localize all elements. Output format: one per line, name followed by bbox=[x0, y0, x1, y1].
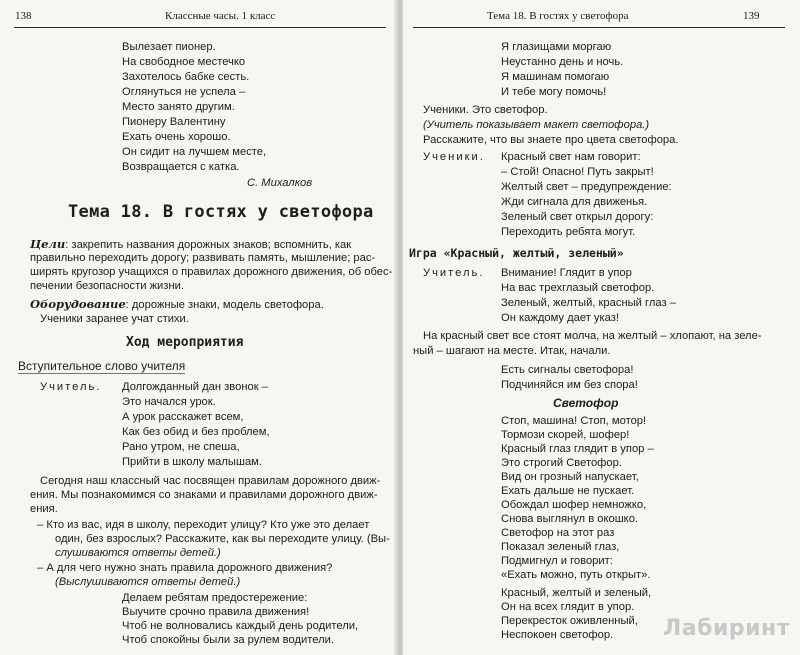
question-line: слушиваются ответы детей.) bbox=[55, 547, 221, 559]
game-rules-line: ный – шагают на месте. Итак, начали. bbox=[413, 345, 611, 357]
equipment-paragraph bbox=[30, 297, 324, 312]
poem-line: На свободное местечко bbox=[122, 56, 246, 68]
teacher-poem-line: Зеленый, желтый, красный глаз – bbox=[501, 297, 676, 309]
pupils-label: Ученики. bbox=[423, 151, 485, 163]
right-page bbox=[403, 0, 800, 655]
svetofor-line: Обождал шофер немножко, bbox=[501, 499, 647, 511]
header-rule bbox=[14, 27, 386, 28]
signals-line: Подчиняйся им без спора! bbox=[501, 379, 638, 391]
poem-line: Пионеру Валентину bbox=[122, 116, 226, 128]
svetofor-line: Красный, желтый и зеленый, bbox=[501, 587, 652, 599]
event-heading: Ход мероприятия bbox=[126, 335, 244, 350]
equipment-text: : дорожные знаки, модель светофора. bbox=[125, 299, 324, 311]
poem-line: Ехать очень хорошо. bbox=[122, 131, 231, 143]
tell-colors: Расскажите, что вы знаете про цвета светофора. bbox=[423, 134, 679, 146]
left-page bbox=[0, 0, 397, 655]
riddle-line: Я глазищами моргаю bbox=[501, 41, 612, 53]
svetofor-title: Светофор bbox=[553, 396, 619, 410]
svetofor-line: Стоп, машина! Стоп, мотор! bbox=[501, 415, 647, 427]
riddle-line: Неустанно день и ночь. bbox=[501, 56, 624, 68]
pupils-poem-line: – Стой! Опасно! Путь закрыт! bbox=[501, 166, 654, 178]
watermark-logo: Лабиринт bbox=[662, 616, 790, 641]
svetofor-line: Неспокоен светофор. bbox=[501, 629, 614, 641]
teacher-label: Учитель. bbox=[423, 267, 485, 279]
teacher-label: Учитель. bbox=[40, 381, 102, 393]
poem-line: Место занято другим. bbox=[122, 101, 235, 113]
warning-poem-line: Чтоб не волновались каждый день родители, bbox=[122, 620, 359, 632]
left-page-number: 138 bbox=[15, 10, 32, 22]
svetofor-line: Тормози скорей, шофер! bbox=[501, 429, 630, 441]
teacher-poem-line: Он каждому дает указ! bbox=[501, 312, 620, 324]
question-line: – Кто из вас, идя в школу, переходит улицу? Кто уже это делает bbox=[37, 519, 370, 531]
warning-poem-line: Делаем ребятам предостережение: bbox=[122, 592, 308, 604]
intro-paragraph-line: ения. bbox=[30, 503, 58, 515]
goals-text: : закрепить названия дорожных знаков; вспомнить, как bbox=[65, 239, 352, 251]
svetofor-line: Ехать дальше не пускает. bbox=[501, 485, 635, 497]
teacher-poem-line: Прийти в школу малышам. bbox=[122, 456, 262, 468]
signals-line: Есть сигналы светофора! bbox=[501, 364, 634, 376]
teacher-poem-line: А урок расскажет всем, bbox=[122, 411, 244, 423]
teacher-poem-line: Как без обид и без проблем, bbox=[122, 426, 270, 438]
intro-heading: Вступительное слово учителя bbox=[18, 359, 186, 373]
svetofor-line: Вид он грозный напускает, bbox=[501, 471, 639, 483]
svetofor-line: Это строгий Светофор. bbox=[501, 457, 622, 469]
goals-line: правильно переходить дорогу; развивать память, мышление; рас- bbox=[30, 252, 376, 264]
pupils-learn: Ученики заранее учат стихи. bbox=[40, 313, 189, 325]
question-line: один, без взрослых? Расскажите, как вы переходите улицу. (Вы- bbox=[55, 533, 390, 545]
poem-line: Он сидит на лучшем месте, bbox=[122, 146, 267, 158]
poem-line: Захотелось бабке сесть. bbox=[122, 71, 250, 83]
poem-line: Возвращается с катка. bbox=[122, 161, 240, 173]
right-page-number: 139 bbox=[743, 10, 760, 22]
goals-line: печении безопасности жизни. bbox=[30, 280, 184, 292]
teacher-shows-note: (Учитель показывает макет светофора.) bbox=[423, 119, 650, 131]
poem-line: Оглянуться не успела – bbox=[122, 86, 246, 98]
svetofor-line: Красный глаз глядит в упор – bbox=[501, 443, 654, 455]
svetofor-line: «Ехать можно, путь открыт». bbox=[501, 569, 651, 581]
teacher-poem-line: Долгожданный дан звонок – bbox=[122, 381, 268, 393]
goals-line: ширять кругозор учащихся о правилах дорожного движения, об обес- bbox=[30, 266, 393, 278]
question-line: – А для чего нужно знать правила дорожного движения? bbox=[37, 562, 333, 574]
teacher-poem-line: На вас трехглазый светофор. bbox=[501, 282, 655, 294]
question-line: (Выслушиваются ответы детей.) bbox=[55, 576, 241, 588]
svetofor-line: Снова выглянул в окошко. bbox=[501, 513, 639, 525]
pupils-answer: Ученики. Это светофор. bbox=[423, 104, 548, 116]
pupils-poem-line: Зеленый свет открыл дорогу: bbox=[501, 211, 654, 223]
game-title: Игра «Красный, желтый, зеленый» bbox=[409, 246, 624, 260]
header-rule bbox=[413, 27, 785, 28]
pupils-poem-line: Переходить ребята могут. bbox=[501, 226, 636, 238]
svetofor-line: Светофор на этот раз bbox=[501, 527, 615, 539]
pupils-poem-line: Красный свет нам говорит: bbox=[501, 151, 641, 163]
teacher-poem-line: Рано утром, не спеша, bbox=[122, 441, 240, 453]
game-rules-line: На красный свет все стоят молча, на желтый – хлопают, на зеле- bbox=[423, 330, 762, 342]
right-running-title: Тема 18. В гостях у светофора bbox=[487, 10, 629, 22]
riddle-line: И тебе могу помочь! bbox=[501, 86, 607, 98]
riddle-line: Я машинам помогаю bbox=[501, 71, 610, 83]
warning-poem-line: Чтоб спокойны были за рулем водители. bbox=[122, 634, 334, 646]
poem-author: С. Михалков bbox=[247, 177, 313, 189]
svetofor-line: Он на всех глядит в упор. bbox=[501, 601, 635, 613]
svetofor-line: Показал зеленый глаз, bbox=[501, 541, 620, 553]
goals-label: Цели bbox=[30, 237, 66, 251]
intro-paragraph-line: Сегодня наш классный час посвящен правилам дорожного движ- bbox=[40, 475, 381, 487]
left-running-title: Классные часы. 1 класс bbox=[165, 10, 276, 22]
svetofor-line: Подмигнул и говорит: bbox=[501, 555, 613, 567]
poem-line: Вылезает пионер. bbox=[122, 41, 216, 53]
equipment-label: Оборудование bbox=[30, 297, 126, 311]
teacher-poem-line: Внимание! Глядит в упор bbox=[501, 267, 632, 279]
teacher-poem-line: Это начался урок. bbox=[122, 396, 216, 408]
intro-paragraph-line: ения. Мы познакомимся со знаками и правилами дорожного движ- bbox=[30, 489, 378, 501]
pupils-poem-line: Жди сигнала для движенья. bbox=[501, 196, 648, 208]
warning-poem-line: Выучите срочно правила движения! bbox=[122, 606, 310, 618]
svetofor-line: Перекресток оживленный, bbox=[501, 615, 638, 627]
pupils-poem-line: Желтый свет – предупреждение: bbox=[501, 181, 672, 193]
topic-title: Тема 18. В гостях у светофора bbox=[68, 202, 374, 222]
goals-paragraph bbox=[30, 237, 351, 252]
